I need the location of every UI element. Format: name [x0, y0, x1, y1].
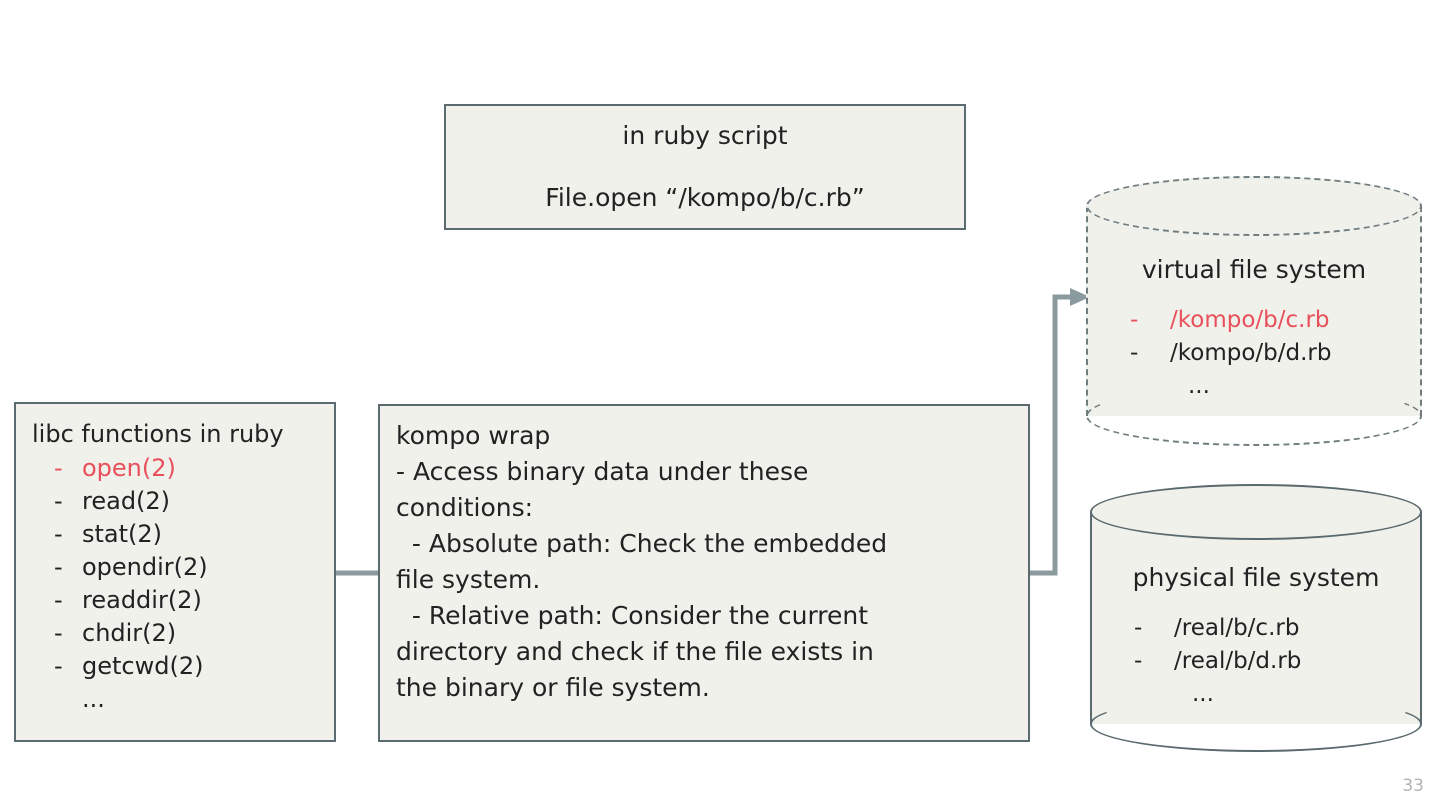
cylinder-top [1086, 176, 1422, 236]
bullet-dash: - [54, 520, 63, 548]
ruby-script-code: File.open “/kompo/b/c.rb” [545, 183, 865, 212]
list-item [32, 452, 334, 485]
list-item [1134, 645, 1422, 678]
kompo-wrap-line: conditions: [396, 493, 534, 522]
list-item-label: getcwd(2) [82, 652, 204, 680]
list-item [32, 617, 334, 650]
kompo-wrap-line: the binary or file system. [396, 673, 710, 702]
virtual-file-system-list [1086, 304, 1422, 403]
bullet-dash: - [54, 586, 63, 614]
physical-file-system-cylinder [1090, 484, 1422, 754]
virtual-file-system-content [1086, 254, 1422, 403]
list-item-label: readdir(2) [82, 586, 202, 614]
list-item [32, 650, 334, 683]
bullet-dash: - [54, 652, 63, 680]
bullet-dash: - [54, 454, 63, 482]
list-item [1134, 612, 1422, 645]
list-item-label: /real/b/d.rb [1174, 648, 1302, 674]
ruby-script-title: in ruby script [622, 121, 788, 150]
page-number: 33 [1402, 776, 1424, 796]
bullet-dash: - [54, 619, 63, 647]
virtual-file-system-title: virtual file system [1141, 255, 1367, 284]
kompo-wrap-line: - Access binary data under these [396, 457, 809, 486]
kompo-wrap-box [378, 404, 1030, 742]
list-item [1134, 678, 1422, 711]
list-item-label: ... [82, 685, 105, 713]
kompo-wrap-line: directory and check if the file exists in [396, 637, 874, 666]
kompo-wrap-line: - Relative path: Consider the current [396, 601, 869, 630]
physical-file-system-list [1090, 612, 1422, 711]
list-item [32, 518, 334, 551]
libc-functions-box [14, 402, 336, 742]
bullet-dash: - [1130, 307, 1139, 333]
list-item [1130, 337, 1422, 370]
physical-file-system-content [1090, 562, 1422, 711]
list-item-label: read(2) [82, 487, 171, 515]
virtual-file-system-cylinder [1086, 176, 1422, 446]
list-item-label: /kompo/b/d.rb [1170, 340, 1332, 366]
libc-functions-list [32, 452, 334, 716]
cylinder-top [1090, 484, 1422, 540]
list-item-label: stat(2) [82, 520, 163, 548]
ruby-script-box [444, 104, 966, 230]
kompo-wrap-line: file system. [396, 565, 541, 594]
bullet-dash: - [54, 553, 63, 581]
list-item-label: open(2) [82, 454, 176, 482]
list-item-label: /kompo/b/c.rb [1170, 307, 1330, 333]
bullet-dash: - [54, 487, 63, 515]
libc-functions-title: libc functions in ruby [32, 420, 284, 448]
kompo-wrap-line: kompo wrap [396, 421, 551, 450]
list-item [32, 551, 334, 584]
list-item [1130, 304, 1422, 337]
list-item-label: chdir(2) [82, 619, 177, 647]
bullet-dash: - [1134, 648, 1143, 674]
kompo-wrap-line: - Absolute path: Check the embedded [396, 529, 888, 558]
list-item-label: opendir(2) [82, 553, 208, 581]
bullet-dash: - [1134, 615, 1143, 641]
list-item-label: ... [1188, 373, 1210, 399]
list-item [32, 584, 334, 617]
list-item [1130, 370, 1422, 403]
list-item-label: /real/b/c.rb [1174, 615, 1300, 641]
list-item [32, 683, 334, 716]
bullet-dash: - [1130, 340, 1139, 366]
list-item-label: ... [1192, 681, 1214, 707]
list-item [32, 485, 334, 518]
physical-file-system-title: physical file system [1132, 563, 1380, 592]
